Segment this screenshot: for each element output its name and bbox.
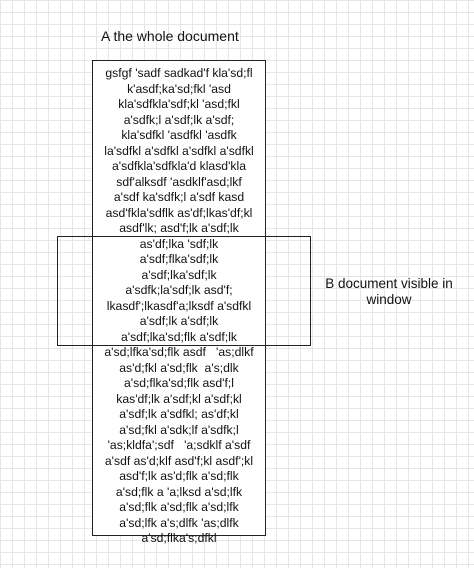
document-line: a'sd;flka's;dfkl xyxy=(141,531,217,545)
document-line: a'sd;lfk a's;dlfk 'as;dlfk xyxy=(119,515,239,530)
document-line: 'as;kldfa';sdf 'a;sdklf a'sdf xyxy=(107,438,251,452)
document-line: asd'f;lk as'd;flk a'sd;flk xyxy=(119,469,239,483)
document-line: asd'fkla'sdflk as'df;lkas'df;kl xyxy=(105,205,253,220)
document-line: a'sdfkla'sdfkla'd klasd'kla xyxy=(112,159,246,173)
document-line: la'sdfkl a'sdfkl a'sdfkl a'sdfkl xyxy=(104,143,254,158)
visible-window-label xyxy=(318,276,460,308)
document-line: a'sd;flka'sd;flk asd'f;l xyxy=(124,376,234,390)
document-line: kla'sdfkl 'asdfkl 'asdfk xyxy=(121,128,237,142)
document-line: k'asdf;ka'sd;fkl 'asd xyxy=(127,81,231,96)
document-line: a'sd;flk a'sd;flk a'sd;lfk xyxy=(119,500,239,514)
document-line: a'sdf;lka'sdf;lk xyxy=(141,267,217,282)
document-line: a'sdf;lk a'sdfkl; as'df;kl xyxy=(119,407,239,421)
visible-window-label-line1: B document visible in xyxy=(325,276,453,291)
document-line: sdf'alksdf 'asdklf'asd;lkf xyxy=(116,174,242,189)
document-line: a'sd;lfka'sd;flk asdf 'as;dlkf xyxy=(104,345,254,359)
document-line: a'sd;fkl a'sdk;lf a'sdfk;l xyxy=(119,422,239,437)
document-line: kas'df;lk a'sdf;kl a'sdf;kl xyxy=(116,391,242,406)
document-line: kla'sdfkla'sdf;kl 'asd;fkl xyxy=(118,97,240,111)
document-line: a'sdfk;la'sdf;lk asd'f; xyxy=(125,283,233,297)
document-line: a'sdfk;l a'sdf;lk a'sdf; xyxy=(123,112,235,127)
document-line: a'sdf;flka'sdf;lk xyxy=(139,252,219,266)
document-line: as'df;lka 'sdf;lk xyxy=(139,236,219,251)
document-line: a'sdf;lka'sd;flk a'sdf;lk xyxy=(120,329,238,344)
document-line: a'sd;flk a 'a;lksd a'sd;lfk xyxy=(115,484,243,499)
whole-document-label: A the whole document xyxy=(101,28,239,44)
document-line: as'd;fkl a'sd;flk a's;dlk xyxy=(119,360,239,375)
document-line: a'sdf ka'sdfk;l a'sdf kasd xyxy=(113,190,245,204)
document-line: a'sdf as'd;klf asd'f;kl asdf';kl xyxy=(104,453,254,468)
document-line: asdf'lk; asd'f;lk a'sdf;lk xyxy=(119,221,239,235)
visible-window-label-line2: window xyxy=(366,292,412,307)
visible-window-box xyxy=(57,236,311,346)
document-line: gsfgf 'sadf sadkad'f kla'sd;fl xyxy=(105,66,253,80)
document-line: a'sdf;lk a'sdf;lk xyxy=(139,314,219,328)
document-line: lkasdf';lkasdf'a;lksdf a'sdfkl xyxy=(106,298,252,313)
